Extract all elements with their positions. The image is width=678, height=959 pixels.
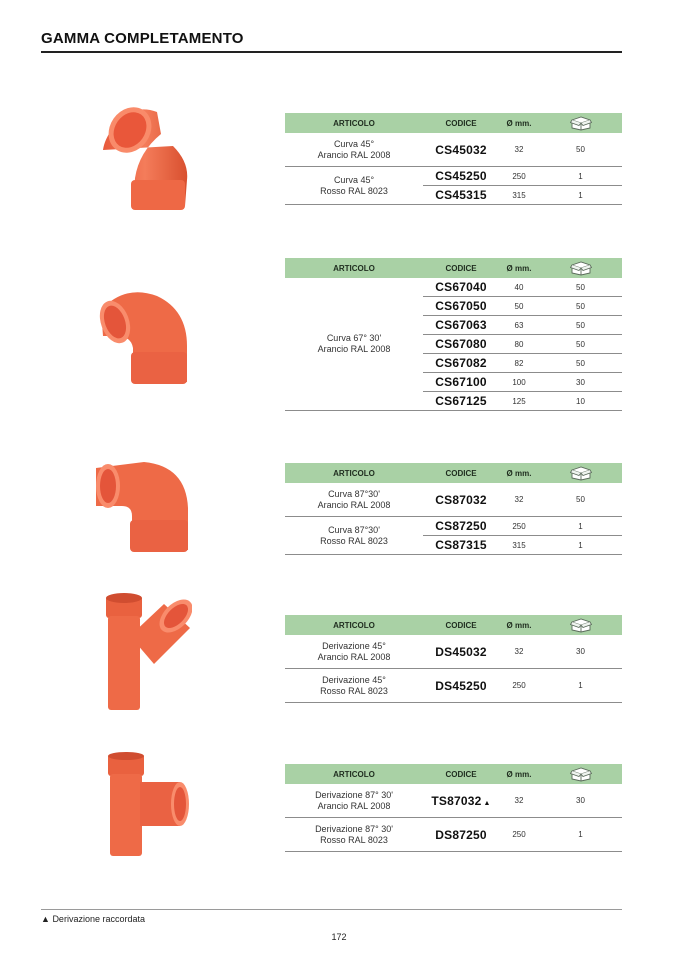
code-rows <box>423 818 622 851</box>
pack-quantity: 50 <box>576 358 585 368</box>
pack-quantity: 1 <box>578 171 583 181</box>
product-code-text: TS87032 <box>431 793 482 808</box>
table-row <box>423 784 622 817</box>
header-diameter: Ø mm. <box>506 468 532 478</box>
product-group <box>285 483 622 517</box>
product-code <box>423 375 499 389</box>
product-code <box>423 519 499 533</box>
pack-quantity: 1 <box>578 681 583 690</box>
product-code-text: CS87032 <box>435 492 487 507</box>
product-table <box>285 113 622 205</box>
product-code <box>423 188 499 202</box>
header-diameter: Ø mm. <box>506 263 532 273</box>
diameter-value: 32 <box>514 796 524 805</box>
title-divider <box>41 51 622 53</box>
package-box-icon <box>539 115 622 131</box>
product-code <box>423 337 499 351</box>
description-name: Curva 87°30' <box>328 488 380 499</box>
diameter-value: 315 <box>512 190 526 200</box>
table-header <box>285 258 622 278</box>
table-row <box>423 818 622 851</box>
code-rows <box>423 669 622 702</box>
product-code-text: CS45315 <box>435 188 487 202</box>
diameter-value: 250 <box>512 171 526 181</box>
table-header <box>285 764 622 784</box>
product-code-text: CS67082 <box>435 356 487 370</box>
product-code <box>423 645 499 659</box>
product-code <box>423 794 499 808</box>
page-number: 172 <box>331 932 347 942</box>
diameter-value: 125 <box>512 396 526 406</box>
product-code <box>423 299 499 313</box>
code-rows <box>423 167 622 204</box>
product-code-text: CS67040 <box>435 280 487 294</box>
pack-quantity: 30 <box>576 796 585 805</box>
description-color: Arancio RAL 2008 <box>317 344 391 354</box>
pack-quantity: 10 <box>576 396 585 406</box>
product-code <box>423 394 499 408</box>
product-group <box>285 635 622 669</box>
product-group <box>285 818 622 852</box>
product-group <box>285 784 622 818</box>
header-codice: CODICE <box>445 468 477 478</box>
description-name: Derivazione 45° <box>322 640 386 651</box>
diameter-value: 315 <box>512 540 526 550</box>
description-color: Arancio RAL 2008 <box>317 800 391 811</box>
product-table <box>285 463 622 555</box>
product-code <box>423 280 499 294</box>
diameter-value: 250 <box>512 521 526 531</box>
page-title: GAMMA COMPLETAMENTO <box>41 30 244 47</box>
code-rows <box>423 278 622 410</box>
pack-quantity: 50 <box>576 145 585 154</box>
package-box-icon <box>539 766 622 782</box>
article-description <box>285 669 423 702</box>
pack-quantity: 30 <box>576 377 585 387</box>
pack-quantity: 1 <box>578 521 583 531</box>
product-code <box>423 493 499 507</box>
product-table <box>285 615 622 703</box>
header-codice: CODICE <box>445 769 477 779</box>
product-group <box>285 517 622 555</box>
header-diameter: Ø mm. <box>506 620 532 630</box>
table-row <box>423 372 622 391</box>
article-description <box>285 133 423 166</box>
table-row <box>423 278 622 296</box>
description-name: Curva 87°30' <box>328 524 380 535</box>
branch-45-image <box>100 592 192 712</box>
table-row <box>423 353 622 372</box>
diameter-value: 40 <box>514 282 524 292</box>
code-rows <box>423 133 622 166</box>
table-row <box>423 483 622 516</box>
pack-quantity: 1 <box>578 190 583 200</box>
product-code <box>423 538 499 552</box>
description-color: Arancio RAL 2008 <box>317 499 391 510</box>
product-group <box>285 167 622 205</box>
product-table <box>285 764 622 852</box>
article-description <box>285 818 423 851</box>
product-code-text: CS87250 <box>435 519 487 533</box>
diameter-value: 100 <box>512 377 526 387</box>
product-code-text: DS45032 <box>435 644 487 659</box>
description-color: Rosso RAL 8023 <box>320 535 388 546</box>
table-row <box>423 334 622 353</box>
pack-quantity: 50 <box>576 282 585 292</box>
product-code-text: CS45032 <box>435 142 487 157</box>
table-header <box>285 113 622 133</box>
product-code-text: CS87315 <box>435 538 487 552</box>
article-description <box>285 278 423 410</box>
product-code-text: CS67125 <box>435 394 487 408</box>
pack-quantity: 1 <box>578 830 583 839</box>
product-code-text: CS67050 <box>435 299 487 313</box>
header-articolo: ARTICOLO <box>333 468 375 478</box>
footer-divider <box>41 909 622 910</box>
table-header <box>285 463 622 483</box>
curve-67-image <box>95 286 195 386</box>
pack-quantity: 50 <box>576 339 585 349</box>
product-code-text: CS45250 <box>435 169 487 183</box>
footnote-text: Derivazione raccordata <box>52 914 145 924</box>
header-codice: CODICE <box>445 263 477 273</box>
description-color: Rosso RAL 8023 <box>320 834 388 845</box>
pack-quantity: 30 <box>576 647 585 656</box>
table-header <box>285 615 622 635</box>
pack-quantity: 50 <box>576 320 585 330</box>
branch-87-image <box>106 752 192 858</box>
description-name: Derivazione 87° 30' <box>315 823 393 834</box>
product-code <box>423 828 499 842</box>
description-color: Arancio RAL 2008 <box>317 651 391 662</box>
product-group <box>285 669 622 703</box>
package-box-icon <box>539 260 622 276</box>
header-articolo: ARTICOLO <box>333 118 375 128</box>
product-code-text: CS67063 <box>435 318 487 332</box>
description-color: Arancio RAL 2008 <box>317 149 391 160</box>
product-code <box>423 318 499 332</box>
description-color: Rosso RAL 8023 <box>320 185 388 196</box>
product-code-text: CS67100 <box>435 375 487 389</box>
header-articolo: ARTICOLO <box>333 769 375 779</box>
table-row <box>423 635 622 668</box>
footnote <box>41 914 145 924</box>
description-name: Derivazione 87° 30' <box>315 789 393 800</box>
curve-87-image <box>92 460 192 554</box>
code-rows <box>423 483 622 516</box>
product-code <box>423 356 499 370</box>
package-box-icon <box>539 617 622 633</box>
table-row <box>423 391 622 410</box>
product-code-text: DS45250 <box>435 678 487 693</box>
diameter-value: 80 <box>514 339 524 349</box>
header-diameter: Ø mm. <box>506 118 532 128</box>
table-row <box>423 669 622 702</box>
description-name: Curva 45° <box>333 174 375 185</box>
product-code-text: CS67080 <box>435 337 487 351</box>
description-name: Derivazione 45° <box>322 674 386 685</box>
header-codice: CODICE <box>445 620 477 630</box>
diameter-value: 50 <box>514 301 524 311</box>
product-table <box>285 258 622 411</box>
code-rows <box>423 517 622 554</box>
diameter-value: 32 <box>514 145 524 154</box>
article-description <box>285 517 423 554</box>
diameter-value: 250 <box>512 830 526 839</box>
code-rows <box>423 784 622 817</box>
product-group <box>285 133 622 167</box>
pack-quantity: 1 <box>578 540 583 550</box>
header-codice: CODICE <box>445 118 477 128</box>
description-color: Rosso RAL 8023 <box>320 685 388 696</box>
description-name: Curva 67° 30' <box>326 333 382 343</box>
triangle-marker-icon: ▲ <box>41 914 50 924</box>
table-row <box>423 296 622 315</box>
description-name: Curva 45° <box>333 138 375 149</box>
article-description <box>285 167 423 204</box>
article-description <box>285 635 423 668</box>
table-row <box>423 315 622 334</box>
product-code <box>423 169 499 183</box>
diameter-value: 82 <box>514 358 524 368</box>
product-code <box>423 143 499 157</box>
pack-quantity: 50 <box>576 495 585 504</box>
product-group <box>285 278 622 411</box>
table-row <box>423 535 622 554</box>
curve-45-image <box>95 104 195 212</box>
article-description <box>285 784 423 817</box>
diameter-value: 32 <box>514 495 524 504</box>
diameter-value: 63 <box>514 320 524 330</box>
header-diameter: Ø mm. <box>506 769 532 779</box>
table-row <box>423 185 622 204</box>
pack-quantity: 50 <box>576 301 585 311</box>
table-row <box>423 517 622 535</box>
header-articolo: ARTICOLO <box>333 263 375 273</box>
table-row <box>423 133 622 166</box>
article-description <box>285 483 423 516</box>
product-code-text: DS87250 <box>435 827 487 842</box>
table-row <box>423 167 622 185</box>
header-articolo: ARTICOLO <box>333 620 375 630</box>
diameter-value: 32 <box>514 647 524 656</box>
product-code <box>423 679 499 693</box>
diameter-value: 250 <box>512 681 526 690</box>
package-box-icon <box>539 465 622 481</box>
triangle-marker-icon: ▲ <box>483 799 491 807</box>
code-rows <box>423 635 622 668</box>
